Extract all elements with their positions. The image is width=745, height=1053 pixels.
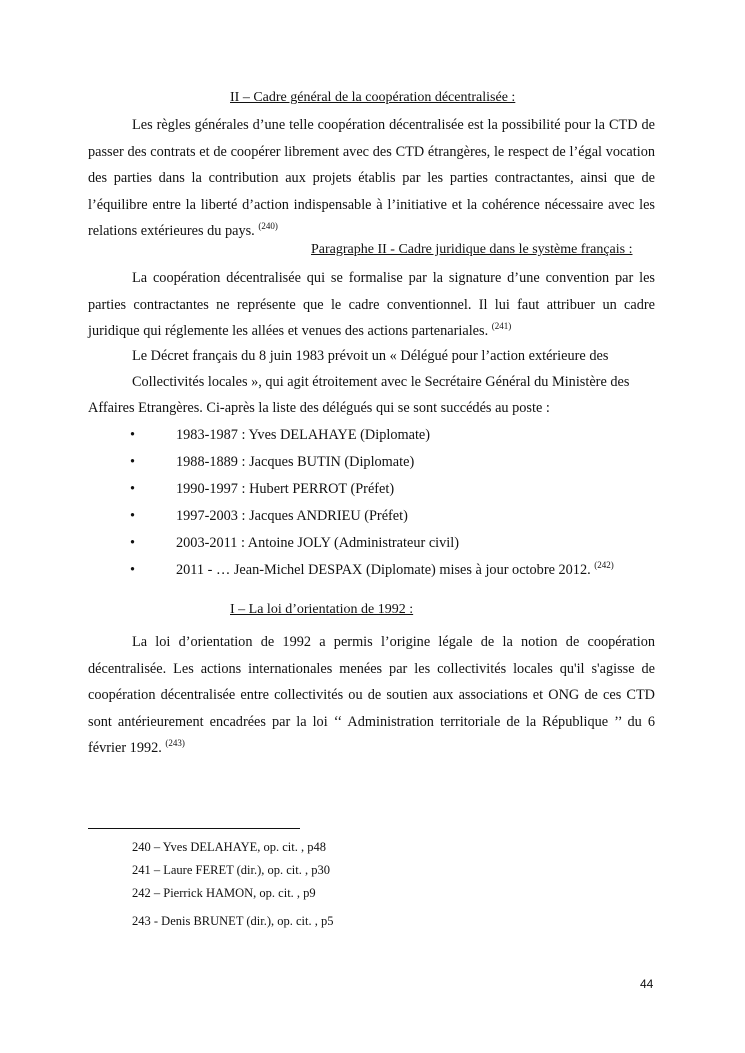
section-ii-paragraph bbox=[88, 112, 655, 245]
footnote-ref-240[interactable]: (240) bbox=[258, 221, 278, 232]
section-i-paragraph bbox=[88, 629, 655, 762]
footnote-ref-243[interactable]: (243) bbox=[165, 738, 185, 749]
page-number: 44 bbox=[640, 977, 654, 991]
footnote-243: 243 - Denis BRUNET (dir.), op. cit. , p5 bbox=[132, 914, 334, 928]
bullet-icon: • bbox=[130, 454, 136, 470]
decret-line-3: Affaires Etrangères. Ci-après la liste des délégués qui se sont succédés au poste : bbox=[88, 400, 550, 416]
footnote-240: 240 – Yves DELAHAYE, op. cit. , p48 bbox=[132, 840, 326, 854]
paragraph-ii-text: La coopération décentralisée qui se formalise par la signature d’une convention par les parties contractantes ne représente que le cadre conventionnel. Il lui faut attribuer un cadre juridique qui réglemente les allées et venues des actions partenariales. bbox=[88, 270, 655, 339]
bullet-icon: • bbox=[130, 481, 136, 497]
footnote-ref-241[interactable]: (241) bbox=[491, 321, 512, 332]
bullet-icon: • bbox=[130, 508, 136, 524]
footnote-241: 241 – Laure FERET (dir.), op. cit. , p30 bbox=[132, 863, 331, 877]
footnote-separator bbox=[88, 828, 300, 829]
footnote-ref-242[interactable]: (242) bbox=[594, 560, 614, 571]
section-i-heading: I – La loi d’orientation de 1992 : bbox=[230, 602, 414, 617]
decret-line-1: Le Décret français du 8 juin 1983 prévoit un « Délégué pour l’action extérieure des bbox=[132, 348, 609, 364]
section-i-text: La loi d’orientation de 1992 a permis l’origine légale de la notion de coopération décentralisée. Les actions internationales menées par les collectivités locales qu'il s'agisse de coopération décentralisée entre collectivités ou de soutien aux associations et ONG de ces CTD sont antérieurement encadrées par la loi ‘‘ Administration territoriale de la République ’’ du 6 février 1992. bbox=[88, 634, 655, 756]
bullet-icon: • bbox=[130, 535, 136, 551]
paragraph-ii-paragraph bbox=[88, 265, 655, 345]
bullet-icon: • bbox=[130, 427, 136, 443]
paragraph-ii-heading: Paragraphe II - Cadre juridique dans le système français : bbox=[311, 242, 633, 257]
footnote-242: 242 – Pierrick HAMON, op. cit. , p9 bbox=[132, 886, 316, 900]
document-page: II – Cadre général de la coopération décentralisée : Les règles générales d’une telle coopération décentralisée est la possibilité pour la CTD de passer des contrats et de coopérer librement avec des CTD étrangères, le respect de l’égal vocation des parties dans la contribution aux projets établis par les parties contractantes, ainsi que de l’équilibre entre la liberté d’action indispensable à l’initiative et la cohérence nécessaire avec les relations extérieures du pays. $^{(240)}$ Paragraphe II - Cadre juridique dans le système français : La coopération décentralisée qui se formalise par la signature d’une convention par les parties contractantes ne représente que le cadre conventionnel. Il lui faut attribuer un cadre juridique qui réglemente les allées et venues des actions partenariales. $^{(241)}$ Le Décret français du 8 juin 1983 prévoit un « Délégué pour l’action extérieure des Collectivités locales », qui agit étroitement avec le Secrétaire Général du Ministère des Affaires Etrangères. Ci-après la liste des délégués qui se sont succédés au poste : • 1983-1987 : Yves DELAHAYE (Diplomate) • 1988-1889 : Jacques BUTIN (Diplomate) • 1990-1997 : Hubert PERROT (Préfet) • 1997-2003 : Jacques ANDRIEU (Préfet) • 2003-2011 : Antoine JOLY (Administrateur civil) • 2011 - … Jean-Michel DESPAX (Diplomate) mises à jour octobre 2012. $^{(242)}$ I – La loi d’orientation de 1992 : La loi d’orientation de 1992 a permis l’origine légale de la notion de coopération décentralisée. Les actions internationales menées par les collectivités locales qu'il s'agisse de coopération décentralisée entre collectivités ou de soutien aux associations et ONG de ces CTD sont antérieurement encadrées par la loi ‘‘ Administration territoriale de la République ’’ du 6 février 1992. $^{(243)}$ 240 – Yves DELAHAYE, op. cit. , p48 241 – Laure FERET (dir.), op. cit. , p30 242 – Pierrick HAMON, op. cit. , p9 243 - Denis BRUNET (dir.), op. cit. , p5 44 bbox=[88, 90, 655, 991]
decret-line-2: Collectivités locales », qui agit étroitement avec le Secrétaire Général du Ministère des bbox=[132, 374, 630, 390]
section-ii-text: Les règles générales d’une telle coopération décentralisée est la possibilité pour la CTD de passer des contrats et de coopérer librement avec des CTD étrangères, le respect de l’égal vocation des parties dans la contribution aux projets établis par les parties contractantes, ainsi que de l’équilibre entre la liberté d’action indispensable à l’initiative et la cohérence nécessaire avec les relations extérieures du pays. bbox=[88, 117, 655, 239]
bullet-icon: • bbox=[130, 562, 136, 578]
section-ii-heading: II – Cadre général de la coopération décentralisée : bbox=[230, 90, 516, 105]
